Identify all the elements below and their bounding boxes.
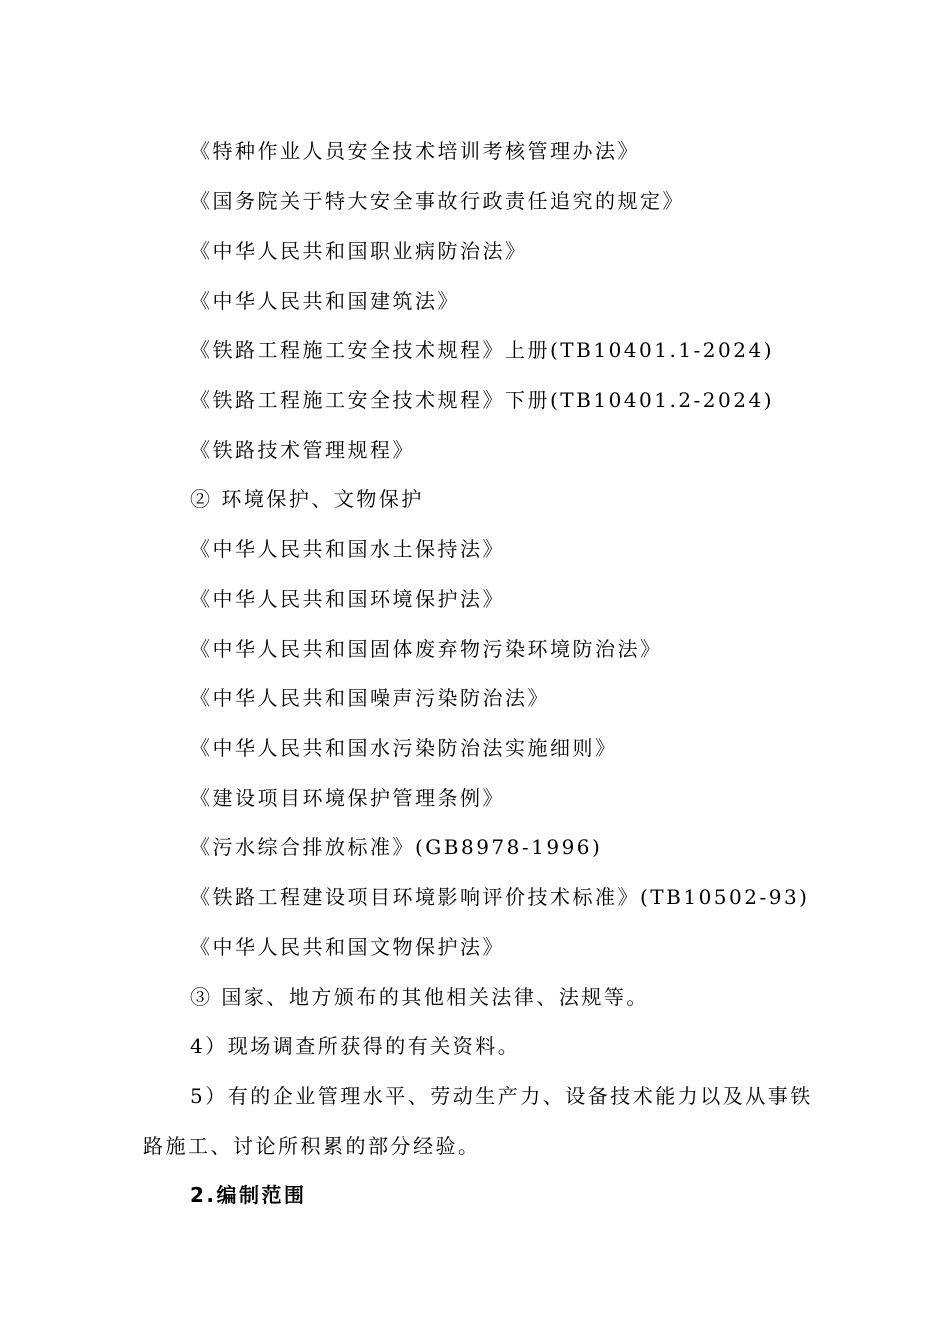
text-line: 《中华人民共和国水污染防治法实施细则》 — [190, 736, 618, 760]
paragraph-5-line-2: 路施工、讨论所积累的部分经验。 — [143, 1134, 481, 1158]
paragraph-5-line-1: 5）有的企业管理水平、劳动生产力、设备技术能力以及从事铁 — [190, 1084, 813, 1108]
text-line: 《中华人民共和国职业病防治法》 — [190, 239, 528, 263]
text-line: 《中华人民共和国文物保护法》 — [190, 935, 505, 959]
text-line: 《国务院关于特大安全事故行政责任追究的规定》 — [190, 189, 685, 213]
text-line: 《中华人民共和国水土保持法》 — [190, 537, 505, 561]
text-line: 《铁路工程施工安全技术规程》下册(TB10401.2-2024) — [190, 388, 775, 412]
text-line: 《铁路工程施工安全技术规程》上册(TB10401.1-2024) — [190, 338, 775, 362]
text-line: 《特种作业人员安全技术培训考核管理办法》 — [190, 139, 640, 163]
text-line: 《中华人民共和国噪声污染防治法》 — [190, 686, 550, 710]
text-line: 《中华人民共和国建筑法》 — [190, 289, 460, 313]
text-line: ② 环境保护、文物保护 — [190, 487, 424, 511]
text-line: 《铁路工程建设项目环境影响评价技术标准》(TB10502-93) — [190, 885, 810, 909]
text-line: 《中华人民共和国环境保护法》 — [190, 587, 505, 611]
text-line: ③ 国家、地方颁布的其他相关法律、法规等。 — [190, 985, 649, 1009]
text-line: 《铁路技术管理规程》 — [190, 438, 415, 462]
text-line: 4）现场调查所获得的有关资料。 — [190, 1034, 521, 1058]
section-heading: 2.编制范围 — [190, 1183, 307, 1207]
text-line: 《污水综合排放标准》(GB8978-1996) — [190, 835, 603, 859]
text-line: 《中华人民共和国固体废弃物污染环境防治法》 — [190, 637, 663, 661]
text-line: 《建设项目环境保护管理条例》 — [190, 786, 505, 810]
